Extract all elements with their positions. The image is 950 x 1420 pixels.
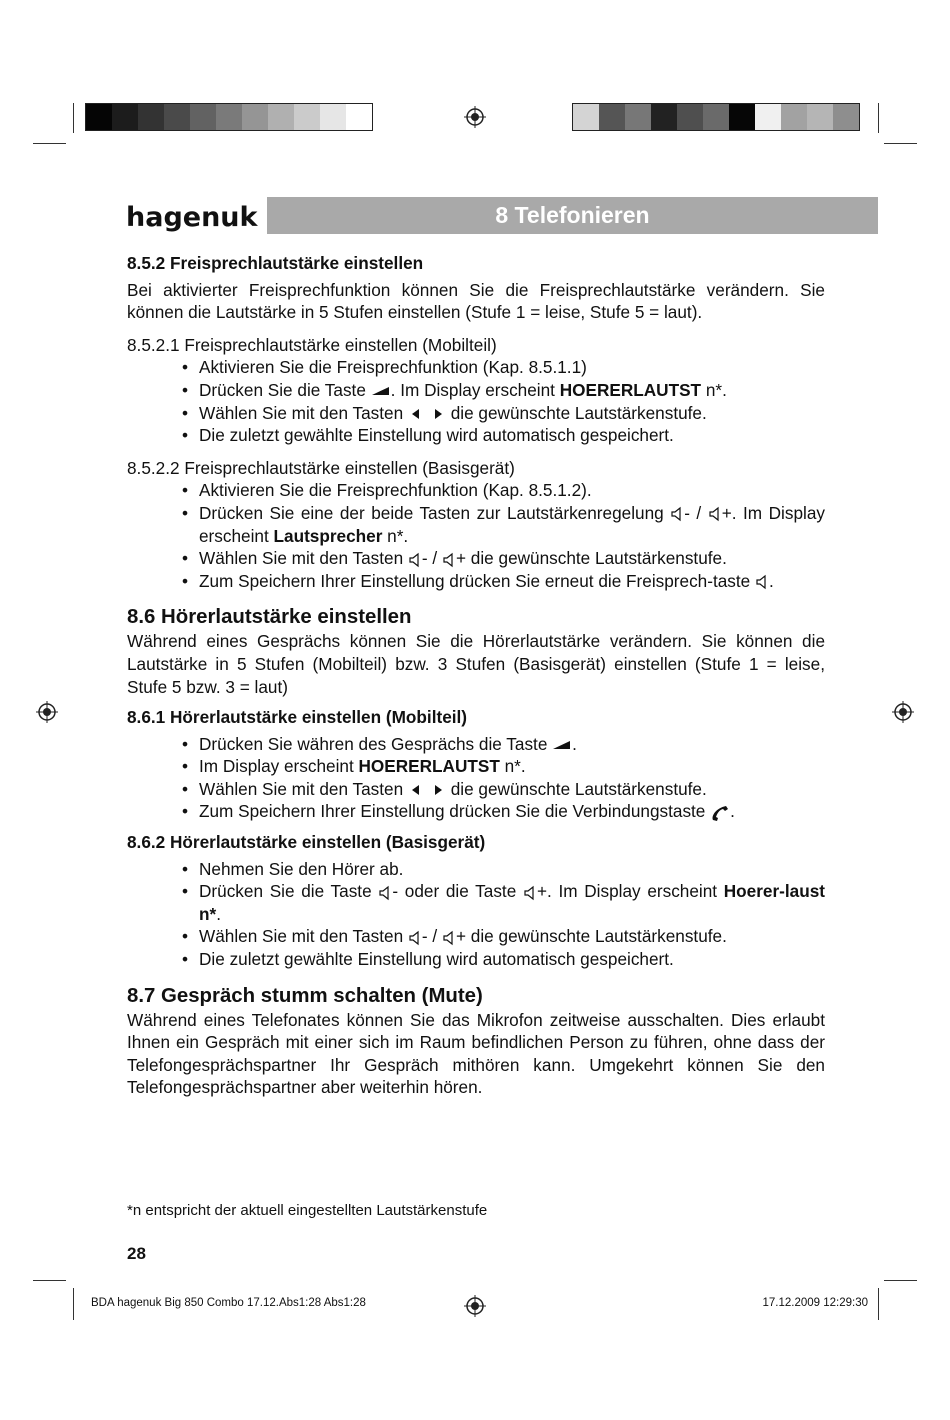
crop-mark [884,143,917,144]
registration-mark-icon [36,701,58,723]
subsection-heading: 8.6.1 Hörerlautstärke einstellen (Mobilteil) [127,707,468,728]
footnote: *n entspricht der aktuell eingestellten Lautstärkenstufe [127,1202,488,1219]
chapter-title: 8 Telefonieren [267,197,878,234]
registration-mark-icon [464,1295,486,1317]
speaker-icon [755,574,769,590]
list-item: • Drücken Sie eine der beide Tasten zur Lautstärkenregelung - / +. Im Display erscheint Lautsprecher n*. [182,502,825,547]
list-item: • Wählen Sie mit den Tasten die gewünschte Lautstärkenstufe. [182,402,825,425]
list-item: • Wählen Sie mit den Tasten die gewünschte Lautstärkenstufe. [182,778,825,801]
calibration-swatch [86,104,112,130]
crop-mark [33,1280,66,1281]
subsection-heading: 8.5.2.2 Freisprechlautstärke einstellen (Basisgerät) [127,457,515,478]
subsection-heading: 8.5.2.1 Freisprechlautstärke einstellen (Mobilteil) [127,334,497,355]
crop-mark [878,1288,879,1320]
page-content [127,252,825,1099]
calibration-swatch [112,104,138,130]
speaker-icon [523,885,537,901]
calibration-swatch [599,104,625,130]
list-item: • Wählen Sie mit den Tasten - / + die gewünschte Lautstärkenstufe. [182,925,825,948]
speaker-icon [442,930,456,946]
crop-mark [878,103,879,133]
list-item: • Im Display erscheint HOERERLAUTST n*. [182,755,825,778]
calibration-swatch [573,104,599,130]
crop-mark [884,1280,917,1281]
bullet-list [127,479,825,592]
section-heading: 8.5.2 Freisprechlautstärke einstellen [127,253,424,273]
list-item: • Nehmen Sie den Hörer ab. [182,858,825,881]
list-item: • Die zuletzt gewählte Einstellung wird automatisch gespeichert. [182,948,825,971]
speaker-icon [708,506,722,522]
color-calibration-bar-right [572,103,860,131]
bullet-list [127,858,825,971]
calibration-swatch [216,104,242,130]
list-item: • Aktivieren Sie die Freisprechfunktion (Kap. 8.5.1.1) [182,356,825,379]
calibration-swatch [190,104,216,130]
calibration-swatch [781,104,807,130]
list-item: • Die zuletzt gewählte Einstellung wird automatisch gespeichert. [182,424,825,447]
speaker-icon [408,552,422,568]
calibration-swatch [320,104,346,130]
calibration-swatch [242,104,268,130]
section-heading: 8.6 Hörerlautstärke einstellen [127,606,412,629]
volume-key-icon [552,739,572,751]
page-number: 28 [127,1244,146,1263]
registration-mark-icon [892,701,914,723]
calibration-swatch [294,104,320,130]
calibration-swatch [833,104,859,130]
calibration-swatch [807,104,833,130]
list-item: • Aktivieren Sie die Freisprechfunktion (Kap. 8.5.1.2). [182,479,825,502]
section-heading: 8.7 Gespräch stumm schalten (Mute) [127,984,483,1007]
list-item: • Wählen Sie mit den Tasten - / + die gewünschte Lautstärkenstufe. [182,547,825,570]
crop-mark [73,1288,74,1320]
crop-mark [33,143,66,144]
speaker-icon [378,885,392,901]
print-footer-right: 17.12.2009 12:29:30 [762,1297,868,1309]
list-item: • Zum Speichern Ihrer Einstellung drücken Sie erneut die Freisprech-taste . [182,570,825,593]
list-item: • Drücken Sie währen des Gesprächs die Taste . [182,733,825,756]
speaker-icon [408,930,422,946]
calibration-swatch [651,104,677,130]
calibration-swatch [677,104,703,130]
calibration-swatch [729,104,755,130]
volume-key-icon [371,385,391,397]
list-item: • Drücken Sie die Taste . Im Display erscheint HOERERLAUTST n*. [182,379,825,402]
calibration-swatch [268,104,294,130]
calibration-swatch [346,104,372,130]
bullet-list [127,733,825,823]
left-right-arrow-keys-icon [408,407,446,421]
crop-mark [73,103,74,133]
print-footer-left: BDA hagenuk Big 850 Combo 17.12.Abs1:28 Abs1:28 [91,1297,366,1309]
bullet-list [127,356,825,446]
paragraph: Bei aktivierter Freisprechfunktion können Sie die Freisprechlautstärke verändern. Sie können die Lautstärke in 5 Stufen einstellen (Stufe 1 = leise, Stufe 5 = laut). [127,279,825,323]
calibration-swatch [755,104,781,130]
paragraph: Während eines Gesprächs können Sie die Hörerlautstärke verändern. Sie können die Lautstärke in 5 Stufen (Mobilteil) bzw. 3 Stufen (Basisgerät) einstellen (Stufe 1 = leise, Stufe 5 bzw. 3 = laut) [127,631,825,697]
list-item: • Zum Speichern Ihrer Einstellung drücken Sie die Verbindungstaste . [182,800,825,823]
list-item: • Drücken Sie die Taste - oder die Taste +. Im Display erscheint Hoerer-laust n*. [182,880,825,925]
registration-mark-icon [464,106,486,128]
speaker-icon [442,552,456,568]
calibration-swatch [625,104,651,130]
calibration-swatch [703,104,729,130]
brand-logo: hagenuk [126,202,258,233]
subsection-heading: 8.6.2 Hörerlautstärke einstellen (Basisgerät) [127,832,486,853]
phone-handset-icon [710,804,730,822]
color-calibration-bar-left [85,103,373,131]
calibration-swatch [138,104,164,130]
left-right-arrow-keys-icon [408,783,446,797]
calibration-swatch [164,104,190,130]
speaker-icon [670,506,684,522]
paragraph: Während eines Telefonates können Sie das Mikrofon zeitweise ausschalten. Dies erlaubt Ihnen ein Gespräch mit einer sich im Raum befindlichen Person zu führen, ohne dass der Telefongesprächspartner Ihr Gespräch mithören kann. Umgekehrt können Sie den Telefongesprächspartner aber weiterhin hören. [127,1009,825,1098]
